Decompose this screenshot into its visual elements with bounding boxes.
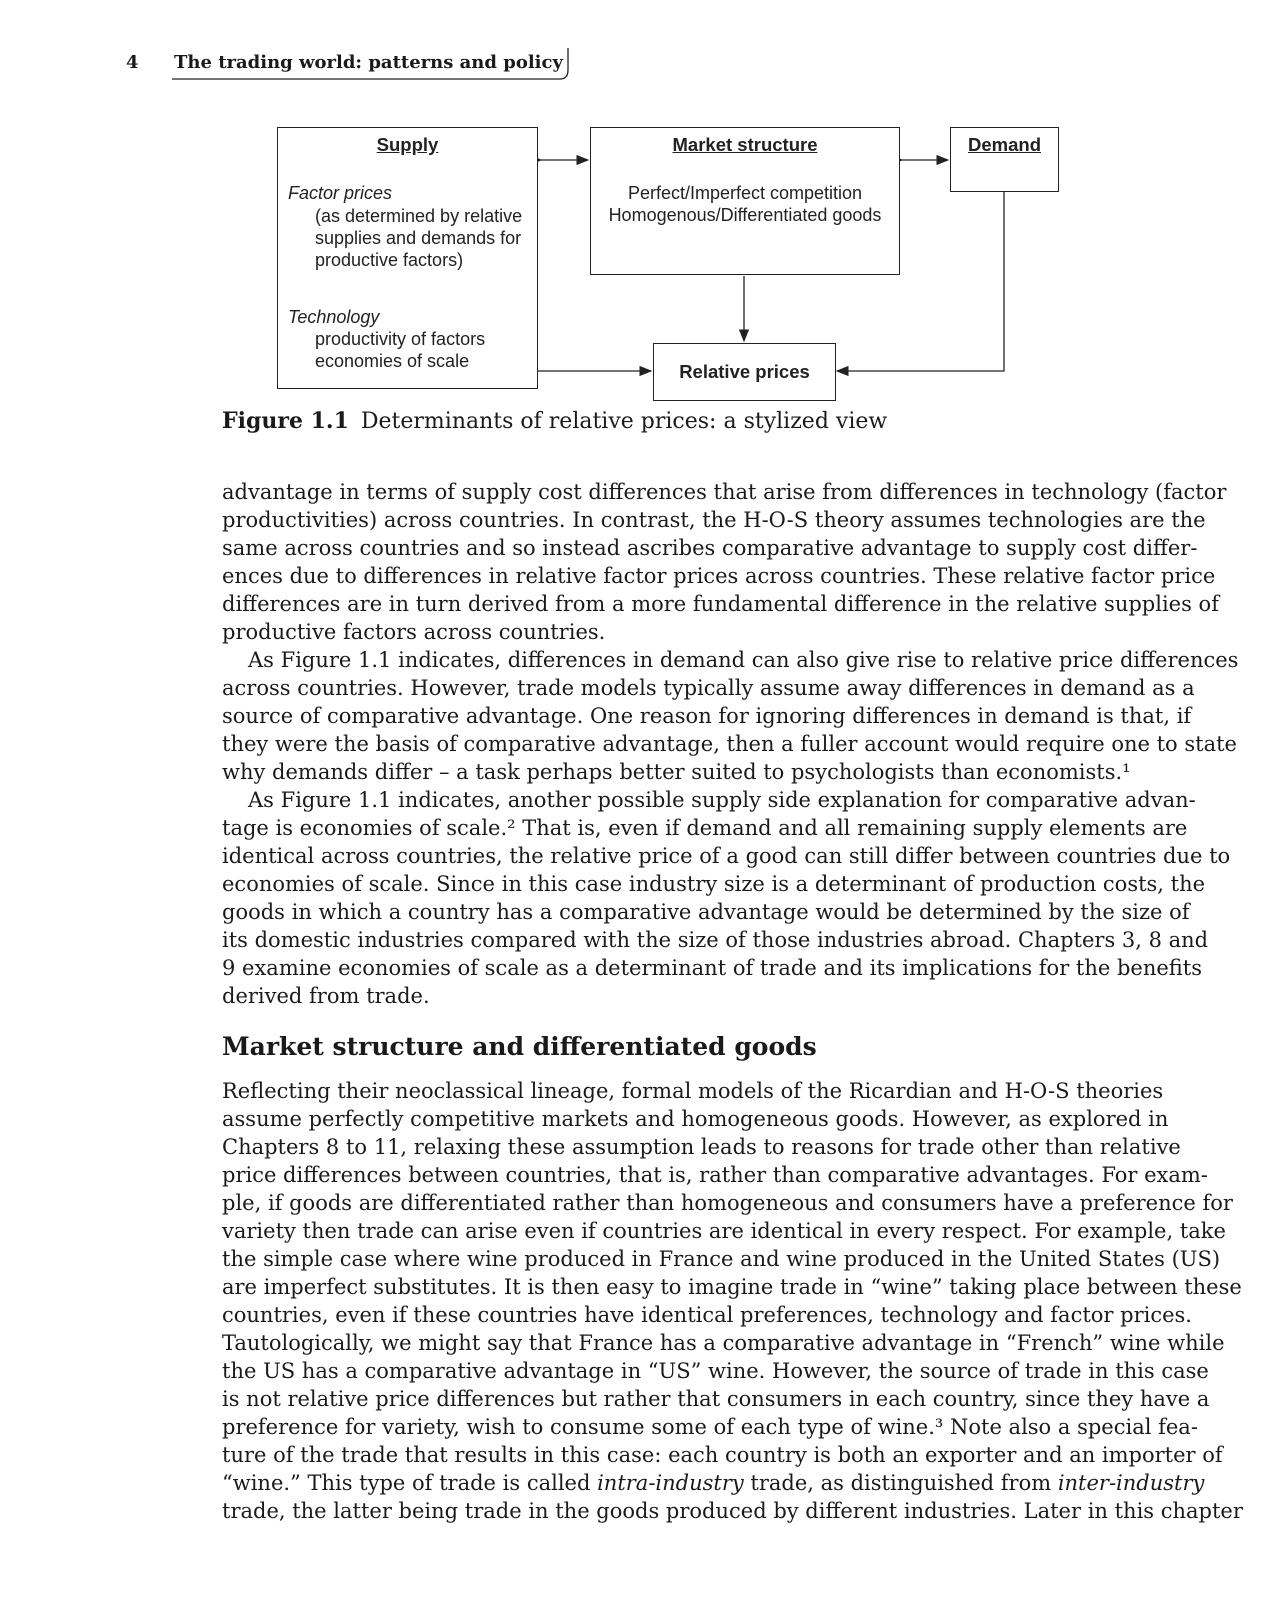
body-line-mixed	[222, 1469, 1205, 1497]
figure-caption-text: Determinants of relative prices: a stylized view	[360, 409, 888, 434]
supply-title: Supply	[376, 134, 439, 155]
body-line: preference for variety, wish to consume some of each type of wine.³ Note also a special fea-	[222, 1415, 1198, 1439]
term-intra-industry: intra-industry	[597, 1471, 744, 1495]
market-structure-title: Market structure	[672, 134, 818, 155]
demand-box	[950, 127, 1059, 192]
relative-prices-title: Relative prices	[679, 361, 810, 382]
body-line: derived from trade.	[222, 984, 430, 1008]
factor-prices-line: productive factors)	[315, 250, 464, 270]
body-line: price differences between countries, that is, rather than comparative advantages. For exam-	[222, 1163, 1208, 1187]
figure-diagram	[270, 120, 1100, 420]
text-run: “wine.” This type of trade is called	[222, 1471, 598, 1495]
body-line: As Figure 1.1 indicates, differences in demand can also give rise to relative price differences	[248, 648, 1239, 672]
body-line: ences due to differences in relative factor prices across countries. These relative factor price	[222, 564, 1216, 588]
body-line: source of comparative advantage. One reason for ignoring differences in demand is that, if	[222, 704, 1192, 728]
demand-title: Demand	[968, 134, 1041, 155]
body-line: Reflecting their neoclassical lineage, formal models of the Ricardian and H-O-S theories	[222, 1079, 1164, 1103]
body-line: countries, even if these countries have identical preferences, technology and factor prices.	[222, 1303, 1192, 1327]
body-line: As Figure 1.1 indicates, another possible supply side explanation for comparative advan-	[248, 788, 1196, 812]
text-run: trade, as distinguished from	[743, 1471, 1058, 1495]
body-line: Chapters 8 to 11, relaxing these assumption leads to reasons for trade other than relative	[222, 1135, 1181, 1159]
market-structure-line: Homogenous/Differentiated goods	[608, 205, 882, 225]
body-line: are imperfect substitutes. It is then easy to imagine trade in “wine” taking place between these	[222, 1275, 1242, 1299]
body-line: assume perfectly competitive markets and homogeneous goods. However, as explored in	[222, 1107, 1169, 1131]
body-line: ture of the trade that results in this case: each country is both an exporter and an importer of	[222, 1443, 1223, 1467]
body-line: trade, the latter being trade in the goods produced by different industries. Later in this chapter	[222, 1499, 1243, 1523]
body-line: Tautologically, we might say that France has a comparative advantage in “French” wine while	[222, 1331, 1225, 1355]
term-inter-industry: inter-industry	[1057, 1471, 1205, 1495]
body-line: identical across countries, the relative price of a good can still differ between countries due to	[222, 844, 1231, 868]
body-line: advantage in terms of supply cost differences that arise from differences in technology (factor	[222, 480, 1227, 504]
market-structure-box	[590, 127, 900, 275]
body-line: 9 examine economies of scale as a determinant of trade and its implications for the benefits	[222, 956, 1203, 980]
body-line: productive factors across countries.	[222, 620, 606, 644]
body-line: goods in which a country has a comparative advantage would be determined by the size of	[222, 900, 1190, 924]
factor-prices-line: supplies and demands for	[315, 228, 522, 248]
supply-box	[277, 127, 538, 389]
figure-label: Figure 1.1	[222, 408, 349, 434]
relative-prices-box	[653, 343, 836, 401]
body-line: across countries. However, trade models typically assume away differences in demand as a	[222, 676, 1195, 700]
body-line: ple, if goods are differentiated rather than homogeneous and consumers have a preference for	[222, 1191, 1233, 1215]
body-line: is not relative price differences but rather that consumers in each country, since they have a	[222, 1387, 1210, 1411]
body-line: differences are in turn derived from a more fundamental difference in the relative supplies of	[222, 592, 1219, 616]
figure-caption	[222, 408, 887, 434]
section-heading: Market structure and differentiated goods	[222, 1032, 817, 1061]
body-line: same across countries and so instead ascribes comparative advantage to supply cost differ-	[222, 536, 1198, 560]
body-line: the simple case where wine produced in France and wine produced in the United States (US)	[222, 1247, 1221, 1271]
technology-label: Technology	[288, 307, 380, 327]
body-line: tage is economies of scale.² That is, even if demand and all remaining supply elements are	[222, 816, 1188, 840]
running-title: The trading world: patterns and policy	[174, 52, 563, 73]
factor-prices-label: Factor prices	[288, 183, 393, 203]
market-structure-line: Perfect/Imperfect competition	[627, 183, 863, 203]
body-line: why demands differ – a task perhaps better suited to psychologists than economists.¹	[222, 760, 1131, 784]
factor-prices-line: (as determined by relative	[315, 206, 523, 226]
body-line: its domestic industries compared with the size of those industries abroad. Chapters 3, 8 and	[222, 928, 1209, 952]
body-line: economies of scale. Since in this case industry size is a determinant of production costs, the	[222, 872, 1206, 896]
body-line: they were the basis of comparative advantage, then a fuller account would require one to state	[222, 732, 1237, 756]
body-line: productivities) across countries. In contrast, the H-O-S theory assumes technologies are the	[222, 508, 1206, 532]
technology-line: productivity of factors	[315, 329, 486, 349]
body-line: the US has a comparative advantage in “US” wine. However, the source of trade in this case	[222, 1359, 1209, 1383]
body-line: variety then trade can arise even if countries are identical in every respect. For example, take	[222, 1219, 1226, 1243]
page-number: 4	[126, 52, 139, 73]
technology-line: economies of scale	[315, 351, 470, 371]
running-header	[126, 48, 566, 82]
